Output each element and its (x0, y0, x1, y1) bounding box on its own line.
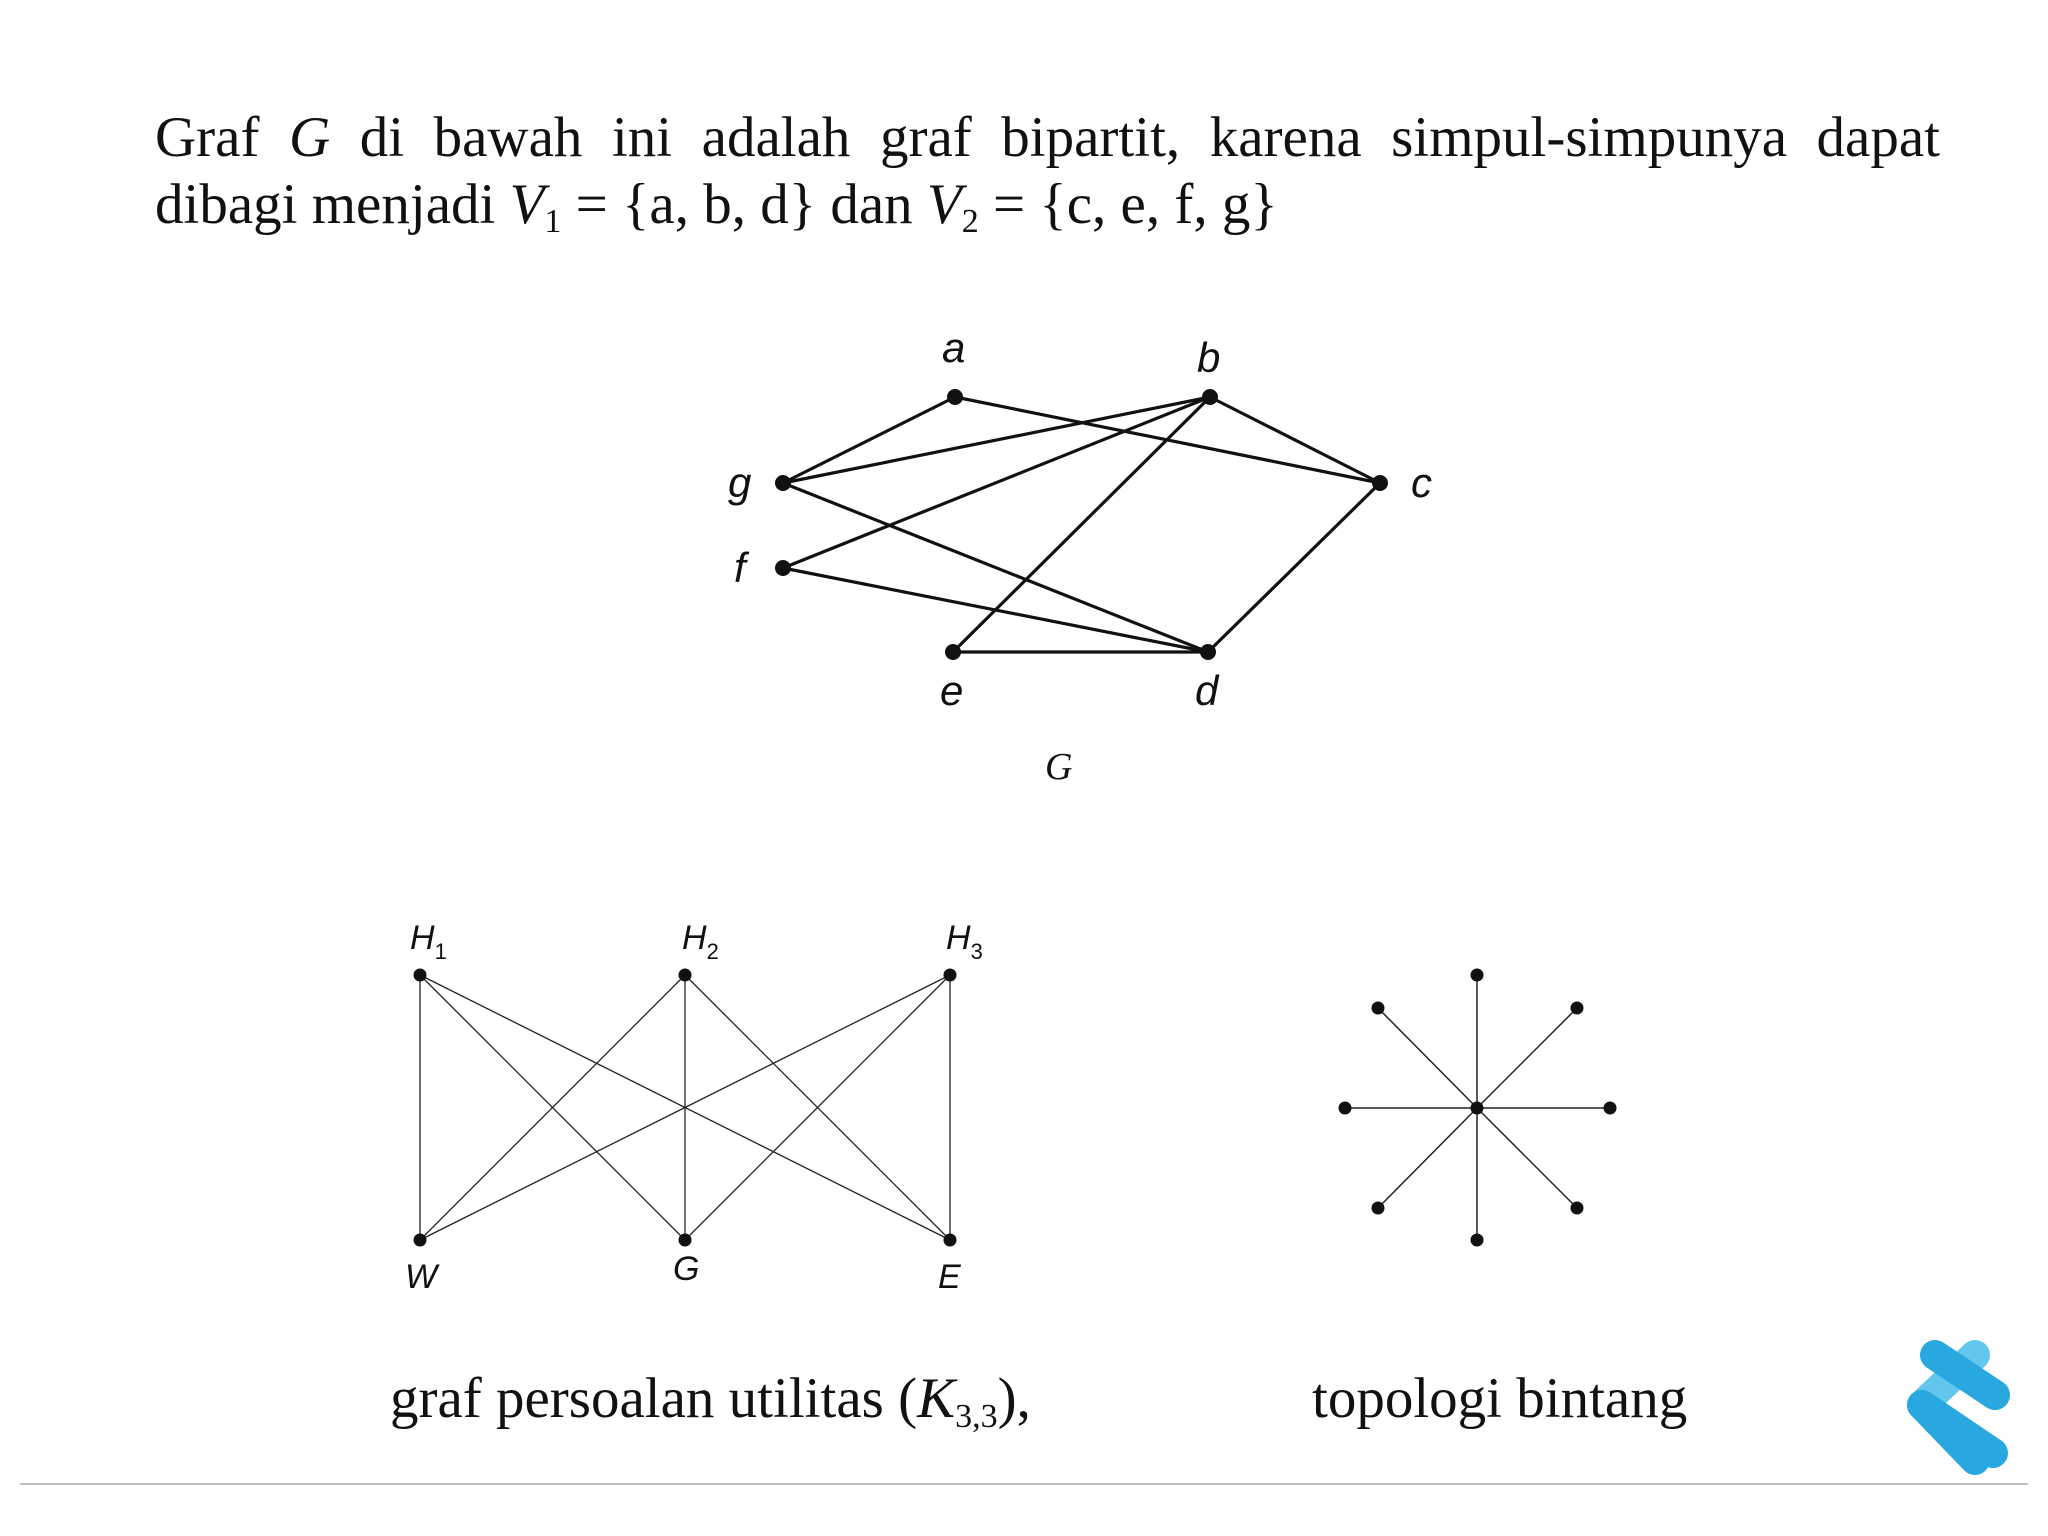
edge-c-d (1208, 483, 1380, 652)
star-leaf-w (1339, 1102, 1352, 1115)
v1-index: 1 (544, 203, 562, 240)
star-leaf-ne (1571, 1002, 1584, 1015)
brand-logo (1922, 1355, 1995, 1460)
graph-k33-labels (405, 919, 983, 1296)
vertex-h1 (414, 969, 427, 982)
star-center (1471, 1102, 1484, 1115)
label-c: c (1411, 459, 1432, 506)
intro-text-prefix: dibagi menjadi (155, 173, 510, 236)
star-leaf-nw (1372, 1002, 1385, 1015)
spoke-ne (1477, 1008, 1577, 1108)
star-leaf-sw (1372, 1202, 1385, 1215)
vertex-b (1202, 389, 1218, 405)
edge-g-d (783, 483, 1208, 652)
spoke-sw (1378, 1108, 1477, 1208)
label-e-k33: E (938, 1258, 961, 1296)
v2-index: 2 (961, 203, 979, 240)
vertex-g2 (679, 1234, 692, 1247)
vertex-c (1372, 475, 1388, 491)
edge-b-g (783, 397, 1210, 483)
spoke-nw (1378, 1008, 1477, 1108)
label-d: d (1195, 667, 1219, 714)
edge-b-c (1210, 397, 1380, 483)
edge-f-d (783, 568, 1208, 652)
label-h2: $H_2$ (682, 919, 719, 964)
vertex-d (1200, 644, 1216, 660)
star-caption: topologi bintang (1312, 1367, 1688, 1430)
label-b: b (1197, 334, 1221, 381)
logo-stroke-lower (1922, 1405, 1975, 1460)
intro-text-graf: Graf (155, 106, 260, 169)
intro-graph-symbol: G (289, 106, 331, 169)
k33-caption-sub: 3,3 (955, 1398, 998, 1435)
intro-text-rest: di bawah ini adalah graf bipartit, karena simpul-simpunya dapat (359, 106, 1940, 169)
vertex-e2 (944, 1234, 957, 1247)
graph-g-caption: G (1045, 746, 1073, 788)
vertex-g (775, 475, 791, 491)
edge-b-e (953, 397, 1210, 652)
v1-set: = {a, b, d} (561, 173, 817, 236)
label-g-k33: G (673, 1250, 700, 1288)
v1-symbol: V (509, 173, 545, 236)
edge-b-f (783, 397, 1210, 568)
v2-set: = {c, e, f, g} (978, 173, 1278, 236)
vertex-e (945, 644, 961, 660)
intro-text-mid: dan (816, 173, 927, 236)
label-w: W (405, 1258, 438, 1296)
k33-caption-prefix: graf persoalan utilitas ( (390, 1367, 918, 1430)
vertex-h3 (944, 969, 957, 982)
label-h1: $H_1$ (410, 919, 447, 964)
star-leaf-e (1604, 1102, 1617, 1115)
graph-g (783, 397, 1380, 652)
spoke-se (1477, 1108, 1577, 1208)
k33-caption-suffix: ), (997, 1367, 1031, 1430)
v2-symbol: V (926, 173, 962, 236)
label-g: g (728, 459, 752, 506)
star-leaf-n (1471, 969, 1484, 982)
label-a: a (942, 324, 966, 371)
vertex-a (947, 389, 963, 405)
vertex-h2 (679, 969, 692, 982)
graph-g-labels (728, 324, 1432, 714)
label-f: f (734, 544, 746, 591)
k33-caption (390, 1366, 1031, 1435)
graph-k33 (420, 975, 950, 1240)
star-leaf-s (1471, 1234, 1484, 1247)
label-h3: $H_3$ (946, 919, 983, 964)
footer-divider (20, 1483, 2028, 1485)
vertex-w (414, 1234, 427, 1247)
label-e: e (940, 667, 964, 714)
k33-caption-symbol: K (917, 1367, 956, 1430)
star-leaf-se (1571, 1202, 1584, 1215)
vertex-f (775, 560, 791, 576)
edge-a-g (783, 397, 955, 483)
